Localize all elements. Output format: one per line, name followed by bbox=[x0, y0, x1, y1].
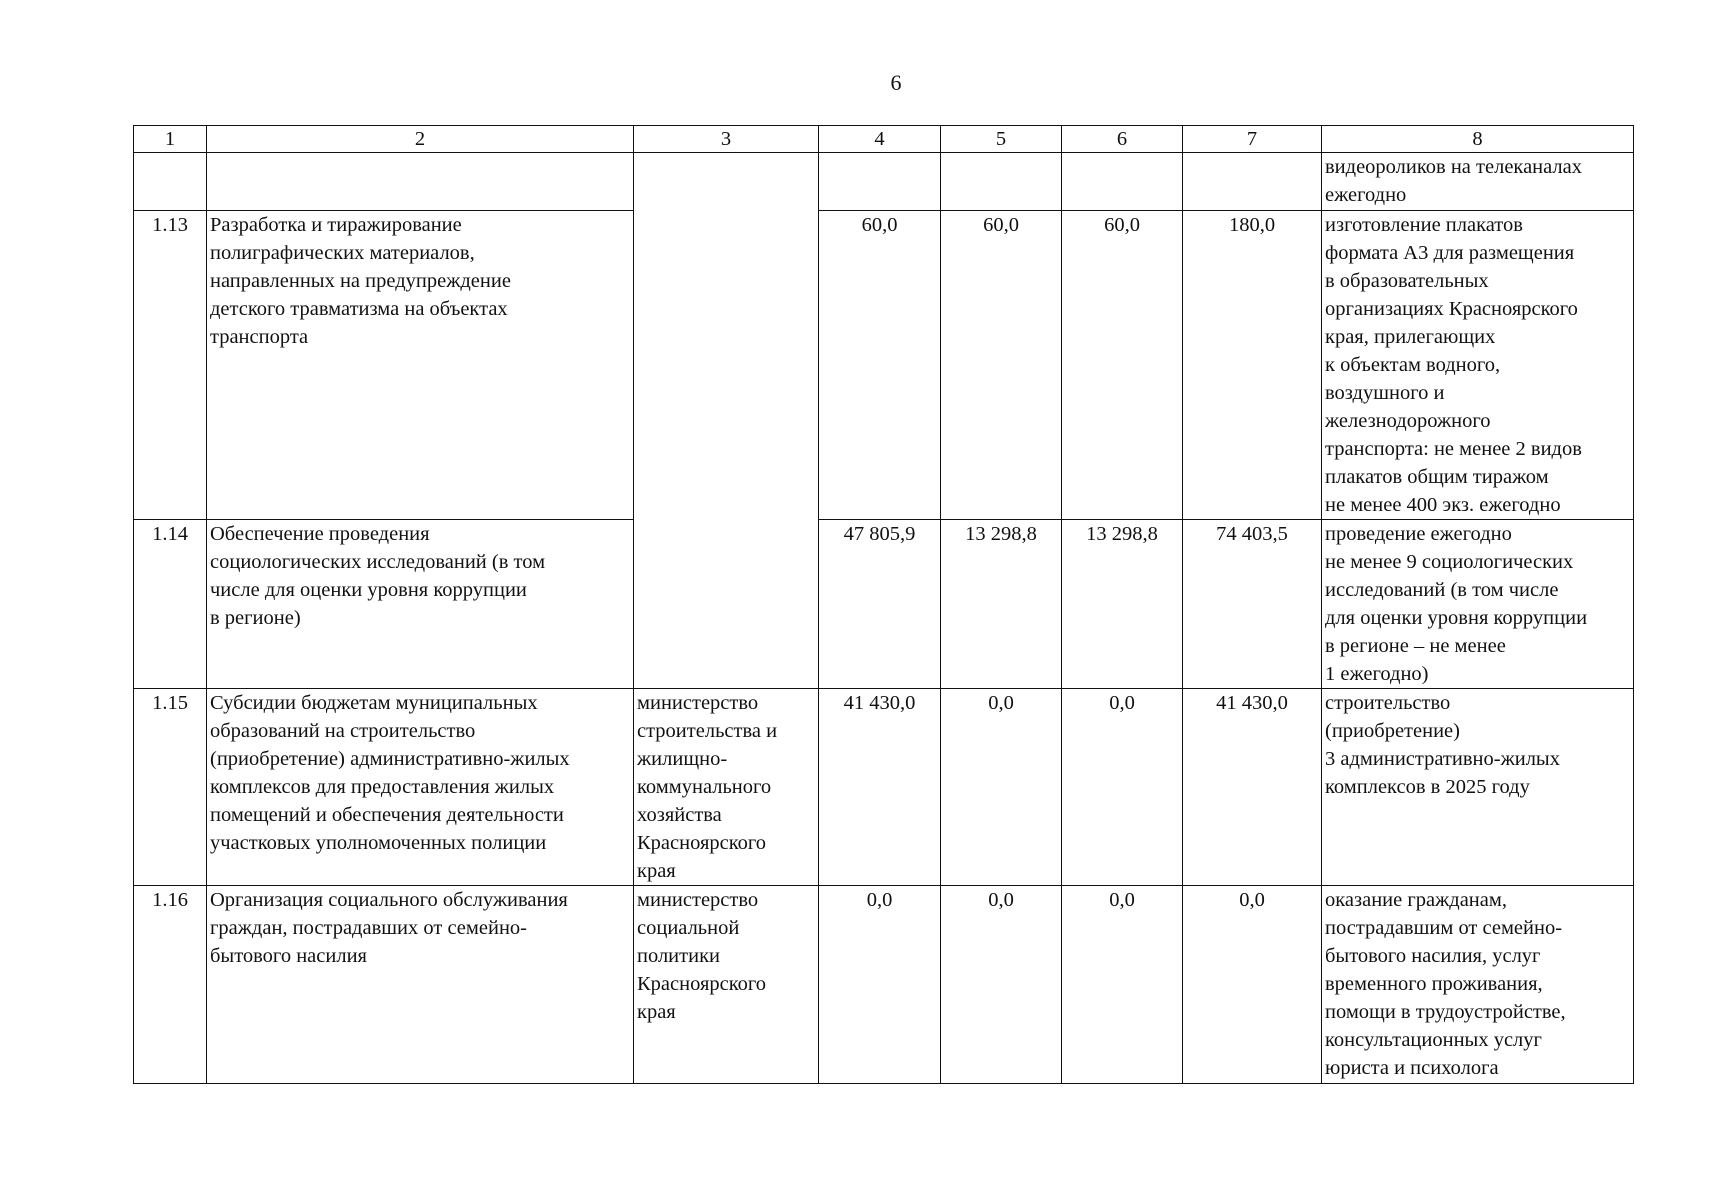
cell-col5: 0,0 bbox=[941, 886, 1062, 1084]
cell-result: видеороликов на телеканалах ежегодно bbox=[1322, 153, 1634, 211]
cell-measure bbox=[207, 153, 634, 211]
column-header-3: 3 bbox=[634, 126, 819, 153]
cell-col6: 0,0 bbox=[1062, 886, 1183, 1084]
cell-col4: 41 430,0 bbox=[819, 689, 941, 886]
cell-col6: 13 298,8 bbox=[1062, 520, 1183, 689]
column-header-2: 2 bbox=[207, 126, 634, 153]
cell-executor: министерство социальной политики Красноярского края bbox=[634, 886, 819, 1084]
cell-result: строительство (приобретение) 3 административно-жилых комплексов в 2025 году bbox=[1322, 689, 1634, 886]
cell-col6: 60,0 bbox=[1062, 211, 1183, 520]
cell-num bbox=[134, 153, 207, 211]
cell-result: изготовление плакатов формата А3 для размещения в образовательных организациях Красноярского края, прилегающих к объектам водного, воздушного и железнодорожного транспорта: не менее 2 видов плакатов общим тиражом не менее 400 экз. ежегодно bbox=[1322, 211, 1634, 520]
cell-col6 bbox=[1062, 153, 1183, 211]
cell-col6: 0,0 bbox=[1062, 689, 1183, 886]
cell-col4 bbox=[819, 153, 941, 211]
table-row bbox=[134, 211, 1634, 520]
cell-col7 bbox=[1183, 153, 1322, 211]
cell-col7: 41 430,0 bbox=[1183, 689, 1322, 886]
cell-measure: Организация социального обслуживания граждан, пострадавших от семейно- бытового насилия bbox=[207, 886, 634, 1084]
cell-measure: Обеспечение проведения социологических исследований (в том числе для оценки уровня коррупции в регионе) bbox=[207, 520, 634, 689]
table-row bbox=[134, 520, 1634, 689]
column-header-5: 5 bbox=[941, 126, 1062, 153]
cell-num: 1.16 bbox=[134, 886, 207, 1084]
column-number-row bbox=[134, 126, 1634, 153]
cell-measure: Разработка и тиражирование полиграфических материалов, направленных на предупреждение детского травматизма на объектах транспорта bbox=[207, 211, 634, 520]
column-header-6: 6 bbox=[1062, 126, 1183, 153]
table-row-continuation bbox=[134, 153, 1634, 211]
program-measures-table bbox=[133, 125, 1634, 1084]
column-header-4: 4 bbox=[819, 126, 941, 153]
column-header-7: 7 bbox=[1183, 126, 1322, 153]
cell-col7: 0,0 bbox=[1183, 886, 1322, 1084]
cell-result: проведение ежегодно не менее 9 социологических исследований (в том числе для оценки уровня коррупции в регионе – не менее 1 ежегодно) bbox=[1322, 520, 1634, 689]
cell-executor-merged bbox=[634, 153, 819, 689]
page-number: 6 bbox=[890, 70, 902, 95]
cell-measure: Субсидии бюджетам муниципальных образований на строительство (приобретение) административно-жилых комплексов для предоставления жилых помещений и обеспечения деятельности участковых уполномоченных полиции bbox=[207, 689, 634, 886]
cell-col5: 0,0 bbox=[941, 689, 1062, 886]
table-row bbox=[134, 689, 1634, 886]
cell-num: 1.15 bbox=[134, 689, 207, 886]
cell-col4: 47 805,9 bbox=[819, 520, 941, 689]
cell-executor: министерство строительства и жилищно- коммунального хозяйства Красноярского края bbox=[634, 689, 819, 886]
cell-num: 1.14 bbox=[134, 520, 207, 689]
cell-col4: 0,0 bbox=[819, 886, 941, 1084]
cell-result: оказание гражданам, пострадавшим от семейно- бытового насилия, услуг временного проживания, помощи в трудоустройстве, консультационных услуг юриста и психолога bbox=[1322, 886, 1634, 1084]
cell-col4: 60,0 bbox=[819, 211, 941, 520]
table-row bbox=[134, 886, 1634, 1084]
cell-col5: 13 298,8 bbox=[941, 520, 1062, 689]
cell-col5: 60,0 bbox=[941, 211, 1062, 520]
cell-col5 bbox=[941, 153, 1062, 211]
column-header-8: 8 bbox=[1322, 126, 1634, 153]
column-header-1: 1 bbox=[134, 126, 207, 153]
cell-col7: 180,0 bbox=[1183, 211, 1322, 520]
cell-col7: 74 403,5 bbox=[1183, 520, 1322, 689]
cell-num: 1.13 bbox=[134, 211, 207, 520]
